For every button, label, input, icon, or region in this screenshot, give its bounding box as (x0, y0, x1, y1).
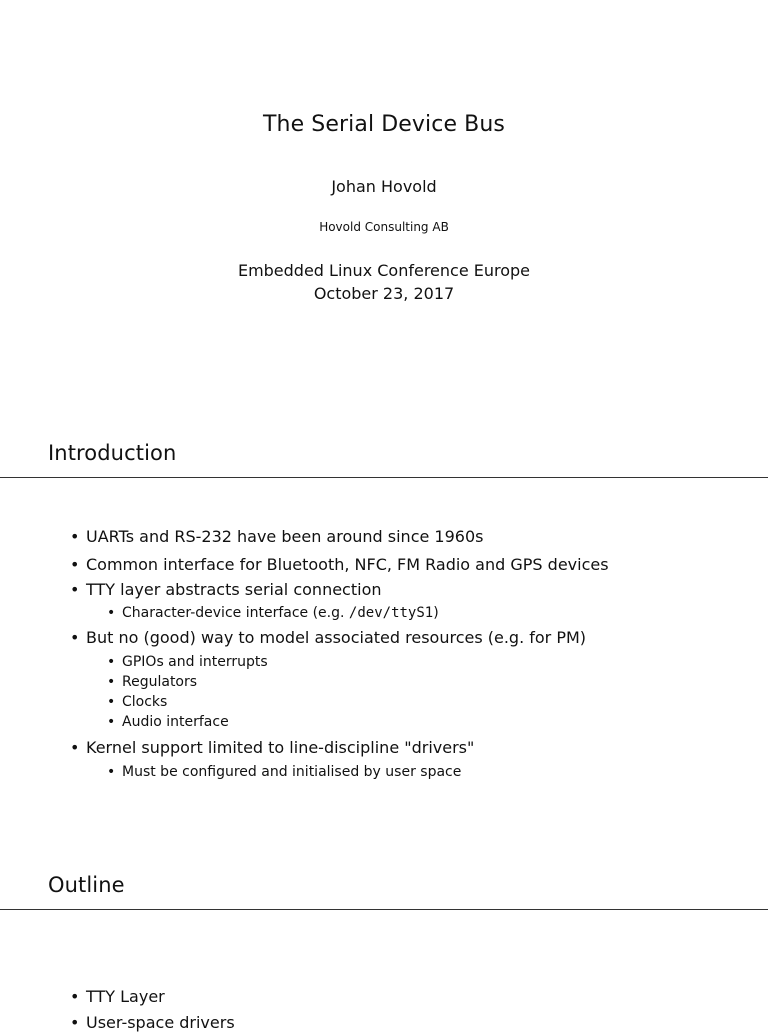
sub-list-item (107, 605, 439, 621)
bullet-icon: • (70, 1013, 80, 1032)
sub-item-text: Clocks (122, 694, 168, 710)
bullet-icon: • (107, 605, 116, 621)
event-date: October 23, 2017 (313, 284, 455, 303)
sub-item-text: Regulators (122, 674, 198, 690)
list-item (70, 738, 475, 757)
bullet-icon: • (70, 628, 80, 647)
list-item-text: But no (good) way to model associated resources (e.g. for PM) (86, 628, 587, 647)
list-item (70, 555, 609, 574)
list-item-text: User-space drivers (86, 1013, 235, 1032)
organization: Hovold Consulting AB (319, 220, 449, 234)
sub-list-item (107, 674, 198, 690)
list-item-text: TTY layer abstracts serial connection (86, 580, 382, 599)
bullet-icon: • (107, 714, 116, 730)
bullet-icon: • (107, 674, 116, 690)
slide-title: The Serial Device Bus (263, 112, 505, 137)
sub-list-item (107, 654, 268, 670)
list-item-text: Common interface for Bluetooth, NFC, FM Radio and GPS devices (86, 555, 609, 574)
section-divider (0, 909, 768, 910)
bullet-icon: • (107, 654, 116, 670)
sub-list-item (107, 694, 168, 710)
introduction-heading: Introduction (48, 441, 177, 465)
sub-item-text: Must be configured and initialised by user space (122, 764, 462, 780)
sub-item-text-suffix: ) (433, 605, 439, 621)
list-item (70, 527, 484, 546)
list-item (70, 1013, 235, 1032)
event-name: Embedded Linux Conference Europe (237, 261, 531, 280)
sub-item-text: Audio interface (122, 714, 229, 730)
list-item-text: UARTs and RS-232 have been around since 1960s (86, 527, 484, 546)
list-item-text: Kernel support limited to line-discipline "drivers" (86, 738, 475, 757)
bullet-icon: • (107, 764, 116, 780)
sub-list-item (107, 764, 462, 780)
list-item (70, 987, 165, 1006)
bullet-icon: • (70, 555, 80, 574)
sub-item-text: GPIOs and interrupts (122, 654, 268, 670)
device-path: /dev/ttyS1 (348, 605, 434, 621)
bullet-icon: • (70, 987, 80, 1006)
bullet-icon: • (107, 694, 116, 710)
list-item-text: TTY Layer (86, 987, 165, 1006)
outline-heading: Outline (48, 873, 125, 897)
bullet-icon: • (70, 527, 80, 546)
bullet-icon: • (70, 738, 80, 757)
list-item (70, 580, 382, 599)
author-name: Johan Hovold (331, 177, 437, 196)
sub-list-item (107, 714, 229, 730)
sub-item-text: Character-device interface (e.g. (122, 605, 349, 621)
bullet-icon: • (70, 580, 80, 599)
list-item (70, 628, 587, 647)
section-divider (0, 477, 768, 478)
